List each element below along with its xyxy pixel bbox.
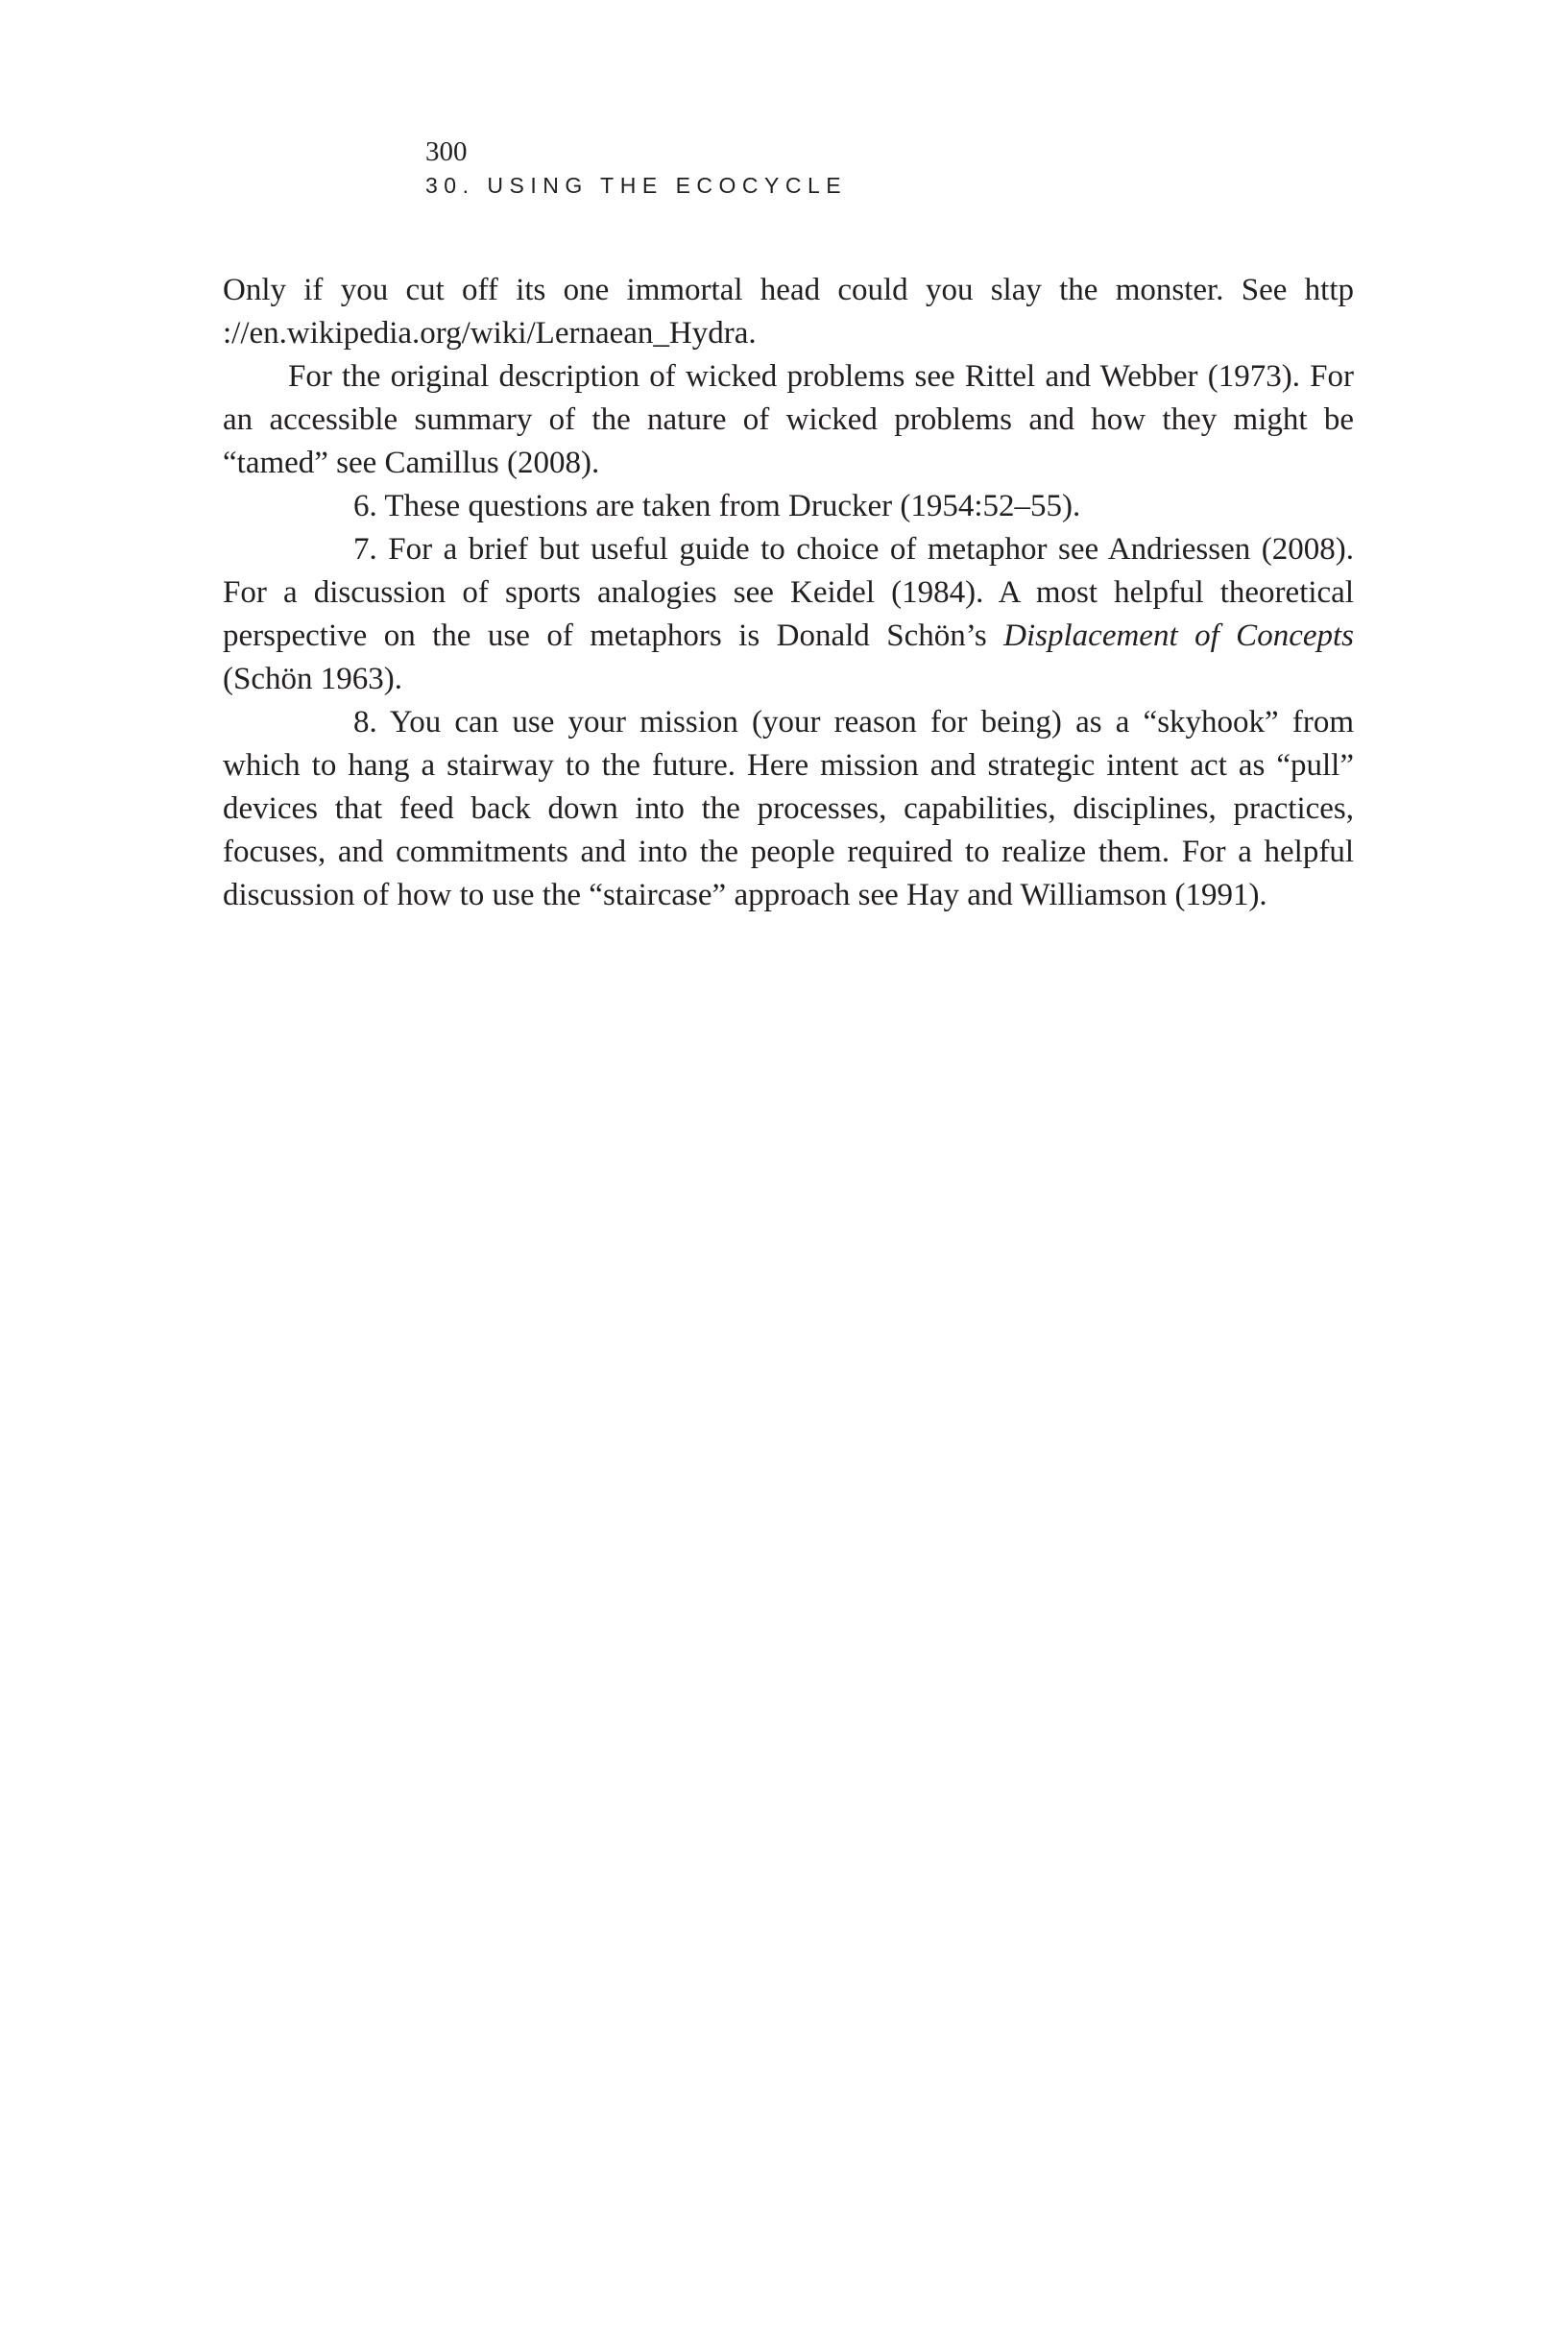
note-8-text: You can use your mission (your reason for being) as a “skyhook” from which to hang a stairway to the future. Here mission and strategic intent act as “pull” devices that feed back down into the processes, capabilities, disciplines, practices, focuses, and commitments and into the people required to realize them. For a helpful discussion of how to use the “staircase” approach see Hay and Williamson (1991). [223, 705, 1354, 912]
wicked-problems-paragraph: For the original description of wicked problems see Rittel and Webber (1973). For an accessible summary of the nature of wicked problems and how they might be “tamed” see Camillus (2008). [223, 359, 1354, 480]
note-6 [223, 485, 1354, 528]
note-7-text: For a brief but useful guide to choice of metaphor see Andriessen (2008). For a discussion of sports analogies see Keidel (1984). A most helpful theoretical perspective on the use of metaphors is Donald Schön’s [223, 532, 1354, 653]
note-7-text-end: (Schön 1963). [223, 662, 402, 696]
note-7 [223, 528, 1354, 701]
note-7-number: 7. [353, 532, 377, 567]
note-5-continuation: Only if you cut off its one immortal head could you slay the monster. See http ://en.wikipedia.org/wiki/Lernaean_Hydra. [223, 273, 1354, 351]
note-6-text: These questions are taken from Drucker (1954:52–55). [384, 489, 1081, 523]
note-8 [223, 701, 1354, 917]
page-number: 300 [425, 136, 468, 167]
chapter-title: 30. USING THE ECOCYCLE [425, 173, 848, 198]
note-7-book-title: Displacement of Concepts [1003, 618, 1354, 653]
note-8-number: 8. [353, 705, 377, 740]
note-6-number: 6. [353, 489, 377, 523]
endnotes-section [223, 269, 1354, 917]
running-head [425, 133, 847, 200]
